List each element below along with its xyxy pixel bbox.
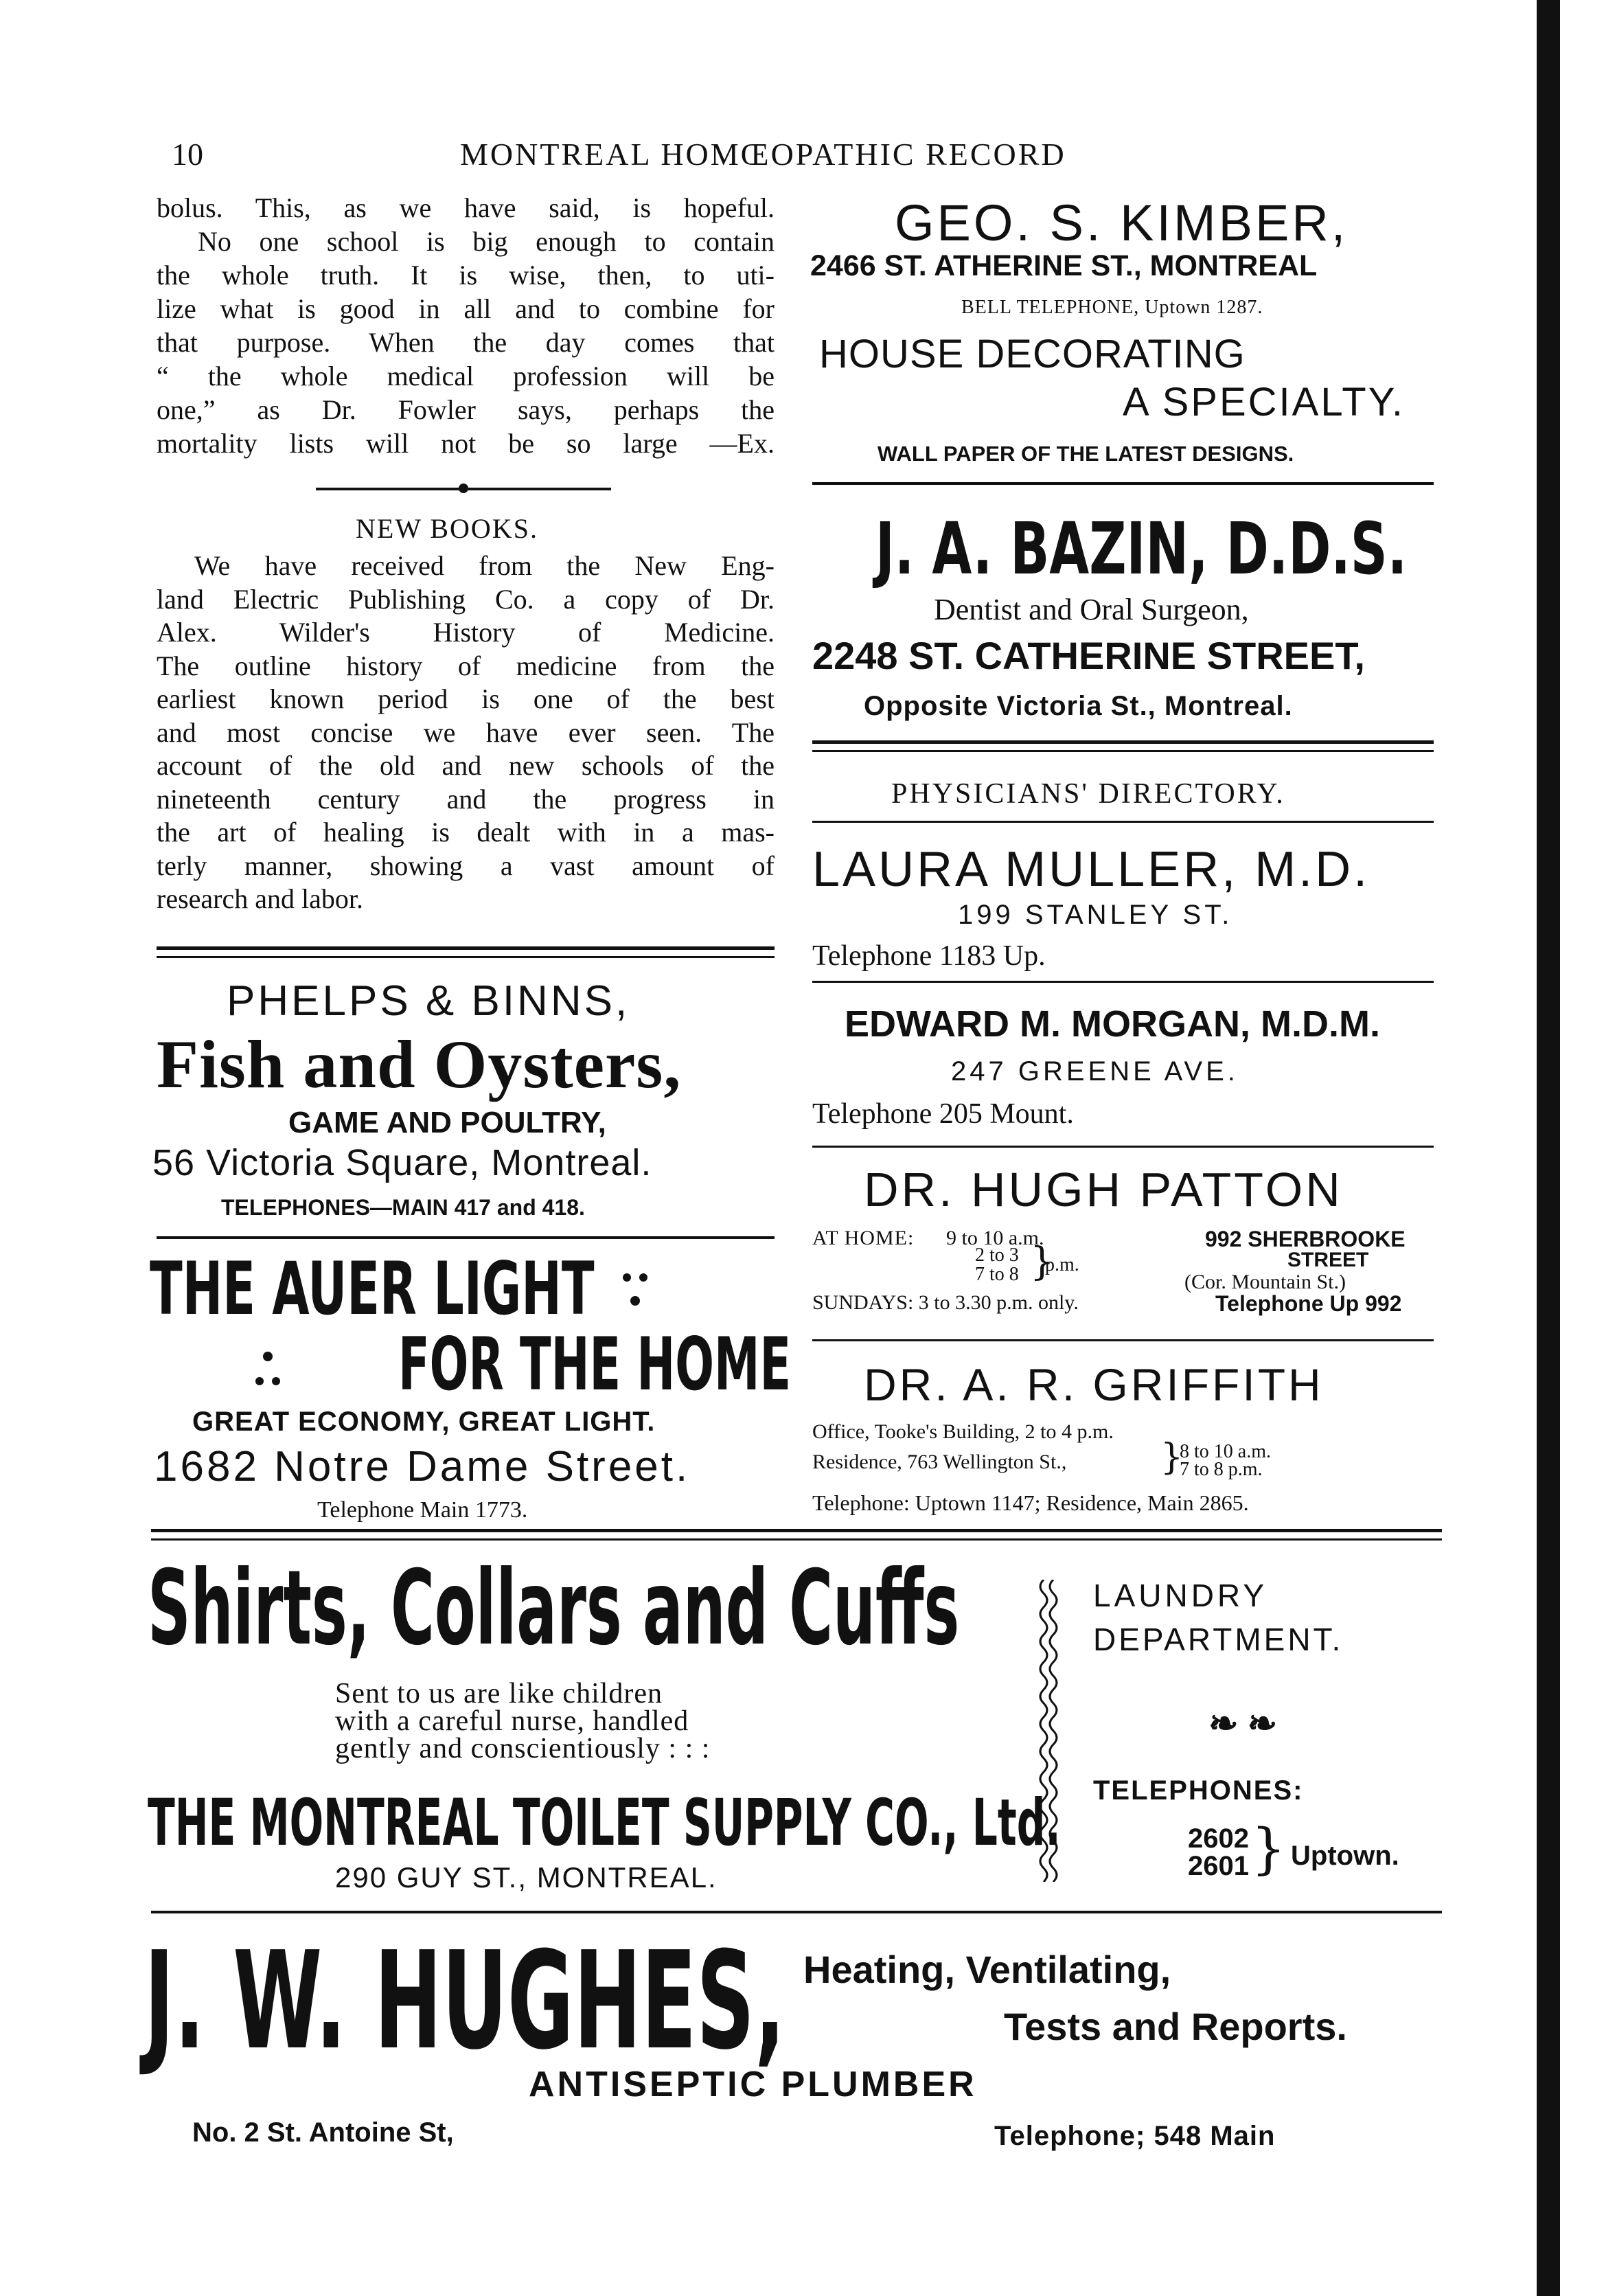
new-books-line: nineteenth century and the progress in xyxy=(157,783,775,815)
griffith-res-hours1: 8 to 10 a.m. xyxy=(1180,1441,1271,1462)
griffith-phones: Telephone: Uptown 1147; Residence, Main 2865. xyxy=(812,1490,1249,1515)
new-books-line: the art of healing is dealt with in a mas- xyxy=(157,817,775,848)
new-books-line: Alex. Wilder's History of Medicine. xyxy=(157,617,775,648)
laundry-ornament-icon: ❧ ❧ xyxy=(1208,1705,1278,1744)
hughes-address: No. 2 St. Antoine St, xyxy=(192,2117,454,2148)
article-line: “ the whole medical profession will be xyxy=(157,361,775,391)
section-rule xyxy=(812,981,1434,983)
article-line: bolus. This, as we have said, is hopeful. xyxy=(157,192,775,223)
laundry-line3: gently and conscientiously : : : xyxy=(335,1733,711,1764)
bazin-title: Dentist and Oral Surgeon, xyxy=(934,593,1249,626)
patton-hours2b: 7 to 8 xyxy=(975,1264,1019,1285)
laundry-phones-label: TELEPHONES: xyxy=(1093,1775,1304,1806)
patton-home-label: AT HOME: xyxy=(812,1227,915,1249)
article-line: one,” as Dr. Fowler says, perhaps the xyxy=(157,394,775,425)
laundry-line2: with a careful nurse, handled xyxy=(335,1705,689,1737)
phelps-headline: Fish and Oysters, xyxy=(157,1026,682,1102)
laundry-line1: Sent to us are like children xyxy=(335,1678,663,1709)
page-edge-bar xyxy=(1537,0,1560,2296)
laundry-dept2: DEPARTMENT. xyxy=(1093,1622,1344,1657)
section-rule xyxy=(812,482,1434,485)
phelps-sub: GAME AND POULTRY, xyxy=(288,1106,606,1139)
auer-phone: Telephone Main 1773. xyxy=(317,1497,528,1523)
brace-icon: } xyxy=(1030,1240,1055,1284)
new-books-line: land Electric Publishing Co. a copy of Dr. xyxy=(157,583,775,615)
laundry-phone2: 2601 xyxy=(1188,1851,1249,1881)
brace-icon: } xyxy=(1251,1817,1286,1880)
patton-name: DR. HUGH PATTON xyxy=(864,1163,1343,1216)
article-text xyxy=(157,191,775,460)
griffith-residence: Residence, 763 Wellington St., xyxy=(812,1451,1067,1473)
new-books-line: research and labor. xyxy=(157,883,363,914)
auer-line1-wrap xyxy=(150,1247,823,1331)
laundry-dept1: LAUNDRY xyxy=(1093,1578,1268,1613)
double-rule xyxy=(151,1538,1442,1541)
patton-address3: (Cor. Mountain St.) xyxy=(1184,1271,1346,1293)
wavy-divider-icon xyxy=(1035,1580,1063,1882)
phelps-name: PHELPS & BINNS, xyxy=(227,977,630,1025)
kimber-wallpaper: WALL PAPER OF THE LATEST DESIGNS. xyxy=(878,442,1294,466)
patton-phone: Telephone Up 992 xyxy=(1215,1291,1402,1316)
hughes-line1: Heating, Ventilating, xyxy=(803,1948,1171,1991)
article-line: that purpose. When the day comes that xyxy=(157,327,775,358)
bazin-address: 2248 ST. CATHERINE STREET, xyxy=(812,634,1365,677)
double-rule xyxy=(151,1529,1442,1532)
hughes-name: J. W. HUGHES, xyxy=(144,1923,785,2080)
new-books-line: The outline history of medicine from the xyxy=(157,650,775,681)
section-rule xyxy=(812,1146,1434,1148)
new-books-line: and most concise we have ever seen. The xyxy=(157,716,775,748)
muller-address: 199 STANLEY ST. xyxy=(958,900,1233,930)
muller-phone: Telephone 1183 Up. xyxy=(812,940,1046,972)
morgan-address: 247 GREENE AVE. xyxy=(951,1056,1239,1087)
kimber-line2: A SPECIALTY. xyxy=(1123,380,1406,424)
new-books-line: earliest known period is one of the best xyxy=(157,683,775,714)
patton-sundays: SUNDAYS: 3 to 3.30 p.m. only. xyxy=(812,1291,1079,1314)
laundry-uptown: Uptown. xyxy=(1291,1841,1399,1871)
auer-line1: THE AUER LIGHT xyxy=(150,1247,595,1331)
separator-dot xyxy=(459,484,468,493)
morgan-phone: Telephone 205 Mount. xyxy=(812,1098,1074,1130)
section-rule xyxy=(151,1911,1442,1913)
dot-ornament-icon xyxy=(254,1350,282,1391)
page-number: 10 xyxy=(172,137,203,172)
hughes-phone: Telephone; 548 Main xyxy=(994,2121,1276,2151)
article-line: lize what is good in all and to combine for xyxy=(157,293,775,324)
laundry-headline: Shirts, Collars and Cuffs xyxy=(148,1549,960,1668)
laundry-phone1: 2602 xyxy=(1188,1823,1249,1854)
auer-address: 1682 Notre Dame Street. xyxy=(154,1443,691,1490)
kimber-address: 2466 ST. ATHERINE ST., MONTREAL xyxy=(810,249,1318,282)
article-line: No one school is big enough to contain xyxy=(198,226,775,257)
patton-hours1: 9 to 10 a.m. xyxy=(946,1227,1044,1249)
morgan-name: EDWARD M. MORGAN, M.D.M. xyxy=(845,1003,1380,1045)
auer-tagline: GREAT ECONOMY, GREAT LIGHT. xyxy=(192,1407,656,1437)
auer-line2: FOR THE HOME xyxy=(398,1322,792,1407)
section-rule xyxy=(812,821,1434,823)
patton-address2: STREET xyxy=(1287,1249,1369,1271)
griffith-office: Office, Tooke's Building, 2 to 4 p.m. xyxy=(812,1420,1114,1443)
new-books-heading: NEW BOOKS. xyxy=(356,513,538,544)
new-books-line: We have received from the New Eng- xyxy=(194,550,775,581)
laundry-company: THE MONTREAL TOILET SUPPLY CO., Ltd. xyxy=(148,1786,1061,1861)
patton-address1: 992 SHERBROOKE xyxy=(1205,1227,1406,1251)
article-line: mortality lists will not be so large —Ex. xyxy=(157,428,775,459)
double-rule xyxy=(812,750,1434,752)
patton-pm: p.m. xyxy=(1045,1254,1079,1275)
bazin-name: J. A. BAZIN, D.D.S. xyxy=(875,507,1408,591)
patton-hours2a: 2 to 3 xyxy=(975,1244,1019,1266)
bazin-opposite: Opposite Victoria St., Montreal. xyxy=(864,691,1293,721)
laundry-address: 290 GUY ST., MONTREAL. xyxy=(335,1861,718,1894)
double-rule xyxy=(157,956,775,958)
section-rule xyxy=(812,1339,1434,1341)
phelps-address: 56 Victoria Square, Montreal. xyxy=(152,1142,652,1183)
hughes-line2: Tests and Reports. xyxy=(1004,2005,1347,2048)
double-rule xyxy=(812,740,1434,744)
kimber-phone: BELL TELEPHONE, Uptown 1287. xyxy=(961,297,1263,318)
kimber-line1: HOUSE DECORATING xyxy=(819,332,1246,376)
new-books-text xyxy=(157,549,775,916)
new-books-line: account of the old and new schools of the xyxy=(157,750,775,781)
double-rule xyxy=(157,946,775,950)
dot-ornament-icon xyxy=(621,1271,649,1312)
article-line: the whole truth. It is wise, then, to uti- xyxy=(157,260,775,291)
phelps-phones: TELEPHONES—MAIN 417 and 418. xyxy=(221,1195,585,1220)
griffith-name: DR. A. R. GRIFFITH xyxy=(864,1359,1324,1410)
new-books-line: terly manner, showing a vast amount of xyxy=(157,850,775,881)
directory-heading: PHYSICIANS' DIRECTORY. xyxy=(891,778,1285,810)
running-title: MONTREAL HOMŒOPATHIC RECORD xyxy=(460,137,1066,172)
brace-icon: } xyxy=(1160,1437,1184,1478)
griffith-res-hours2: 7 to 8 p.m. xyxy=(1180,1459,1263,1480)
bazin-name-wrap xyxy=(875,507,1614,591)
hughes-trade: ANTISEPTIC PLUMBER xyxy=(529,2065,977,2104)
section-rule xyxy=(157,1236,775,1239)
kimber-name: GEO. S. KIMBER, xyxy=(895,194,1349,251)
muller-name: LAURA MULLER, M.D. xyxy=(812,842,1371,897)
